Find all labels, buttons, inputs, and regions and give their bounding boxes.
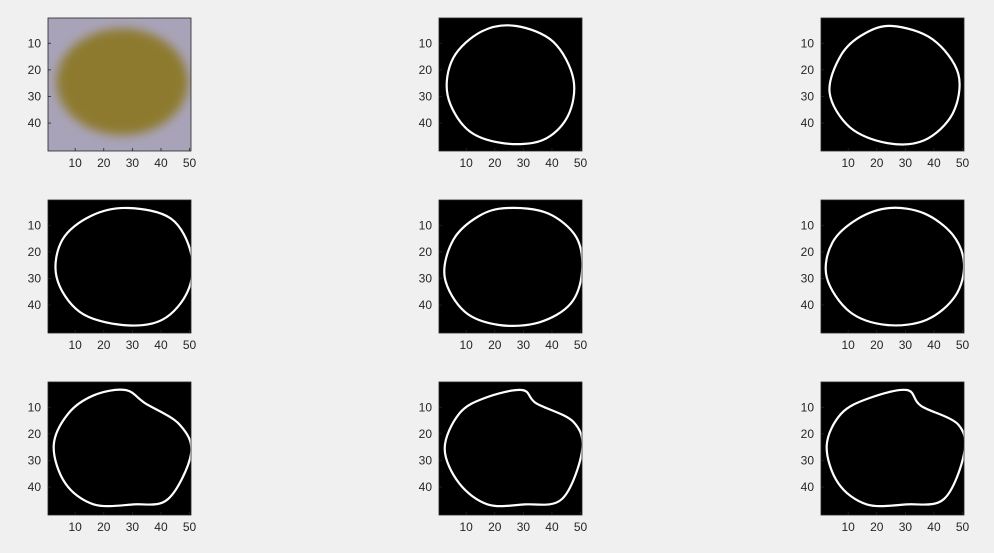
x-tick-label: 40 [154, 520, 168, 534]
y-tick-label: 30 [27, 271, 41, 286]
x-tick-label: 10 [459, 520, 473, 534]
x-tick-label: 50 [573, 338, 588, 352]
y-tick-label: 40 [800, 480, 814, 495]
image-background [48, 200, 191, 333]
x-tick-label: 50 [955, 338, 970, 352]
subplot-7 [28, 382, 197, 534]
image-background [439, 18, 582, 151]
y-tick-label: 30 [800, 453, 814, 468]
y-tick-label: 10 [800, 218, 814, 233]
x-tick-label: 50 [182, 156, 197, 170]
x-tick-label: 20 [870, 520, 884, 534]
x-tick-label: 10 [459, 156, 473, 170]
subplot-9 [801, 382, 970, 534]
y-tick-label: 40 [800, 116, 814, 131]
x-tick-label: 10 [841, 338, 855, 352]
y-tick-label: 20 [27, 62, 41, 77]
x-tick-label: 10 [68, 156, 82, 170]
x-tick-label: 30 [898, 156, 913, 170]
y-tick-label: 10 [418, 218, 432, 233]
x-tick-label: 30 [125, 520, 140, 534]
y-tick-label: 20 [800, 244, 814, 259]
y-tick-label: 30 [800, 89, 814, 104]
image-background [821, 18, 964, 151]
y-tick-label: 40 [418, 298, 432, 313]
image-background [821, 200, 964, 333]
subplot-4 [28, 200, 197, 352]
subplot-5 [419, 200, 588, 352]
photo-image [48, 18, 191, 151]
subplot-8 [419, 382, 588, 534]
x-tick-label: 40 [927, 338, 941, 352]
image-background [48, 382, 191, 515]
y-tick-label: 40 [418, 480, 432, 495]
y-tick-label: 10 [27, 218, 41, 233]
x-tick-label: 20 [488, 338, 502, 352]
photo-object [57, 29, 189, 135]
y-tick-label: 40 [27, 480, 41, 495]
x-tick-label: 20 [97, 520, 111, 534]
y-tick-label: 10 [800, 36, 814, 51]
image-background [439, 382, 582, 515]
x-tick-label: 40 [545, 520, 559, 534]
y-tick-label: 10 [418, 36, 432, 51]
x-tick-label: 40 [154, 338, 168, 352]
x-tick-label: 20 [488, 156, 502, 170]
y-tick-label: 10 [27, 36, 41, 51]
y-tick-label: 10 [27, 400, 41, 415]
y-tick-label: 20 [27, 426, 41, 441]
y-tick-label: 30 [418, 271, 432, 286]
x-tick-label: 20 [488, 520, 502, 534]
x-tick-label: 30 [898, 520, 913, 534]
y-tick-label: 20 [418, 426, 432, 441]
subplot-6 [801, 200, 970, 352]
y-tick-label: 20 [418, 244, 432, 259]
x-tick-label: 30 [516, 156, 531, 170]
y-tick-label: 30 [27, 89, 41, 104]
y-tick-label: 40 [27, 116, 41, 131]
x-tick-label: 30 [125, 338, 140, 352]
x-tick-label: 40 [927, 520, 941, 534]
x-tick-label: 50 [573, 156, 588, 170]
x-tick-label: 10 [841, 520, 855, 534]
x-tick-label: 20 [870, 156, 884, 170]
subplot-2 [419, 18, 588, 170]
y-tick-label: 20 [800, 426, 814, 441]
y-tick-label: 10 [418, 400, 432, 415]
y-tick-label: 20 [27, 244, 41, 259]
x-tick-label: 30 [516, 338, 531, 352]
y-tick-label: 40 [27, 298, 41, 313]
x-tick-label: 20 [97, 338, 111, 352]
y-tick-label: 20 [418, 62, 432, 77]
subplot-3 [801, 18, 970, 170]
x-tick-label: 40 [154, 156, 168, 170]
y-tick-label: 30 [418, 453, 432, 468]
y-tick-label: 30 [418, 89, 432, 104]
x-tick-label: 40 [545, 338, 559, 352]
x-tick-label: 40 [545, 156, 559, 170]
x-tick-label: 30 [125, 156, 140, 170]
y-tick-label: 10 [800, 400, 814, 415]
y-tick-label: 30 [800, 271, 814, 286]
y-tick-label: 40 [418, 116, 432, 131]
x-tick-label: 50 [182, 338, 197, 352]
y-tick-label: 30 [27, 453, 41, 468]
x-tick-label: 10 [841, 156, 855, 170]
x-tick-label: 30 [898, 338, 913, 352]
x-tick-label: 50 [573, 520, 588, 534]
x-tick-label: 30 [516, 520, 531, 534]
x-tick-label: 10 [68, 520, 82, 534]
x-tick-label: 20 [870, 338, 884, 352]
x-tick-label: 50 [955, 520, 970, 534]
x-tick-label: 20 [97, 156, 111, 170]
subplot-1 [28, 18, 197, 170]
image-background [821, 382, 964, 515]
x-tick-label: 40 [927, 156, 941, 170]
x-tick-label: 10 [459, 338, 473, 352]
x-tick-label: 50 [182, 520, 197, 534]
y-tick-label: 40 [800, 298, 814, 313]
y-tick-label: 20 [800, 62, 814, 77]
x-tick-label: 50 [955, 156, 970, 170]
x-tick-label: 10 [68, 338, 82, 352]
